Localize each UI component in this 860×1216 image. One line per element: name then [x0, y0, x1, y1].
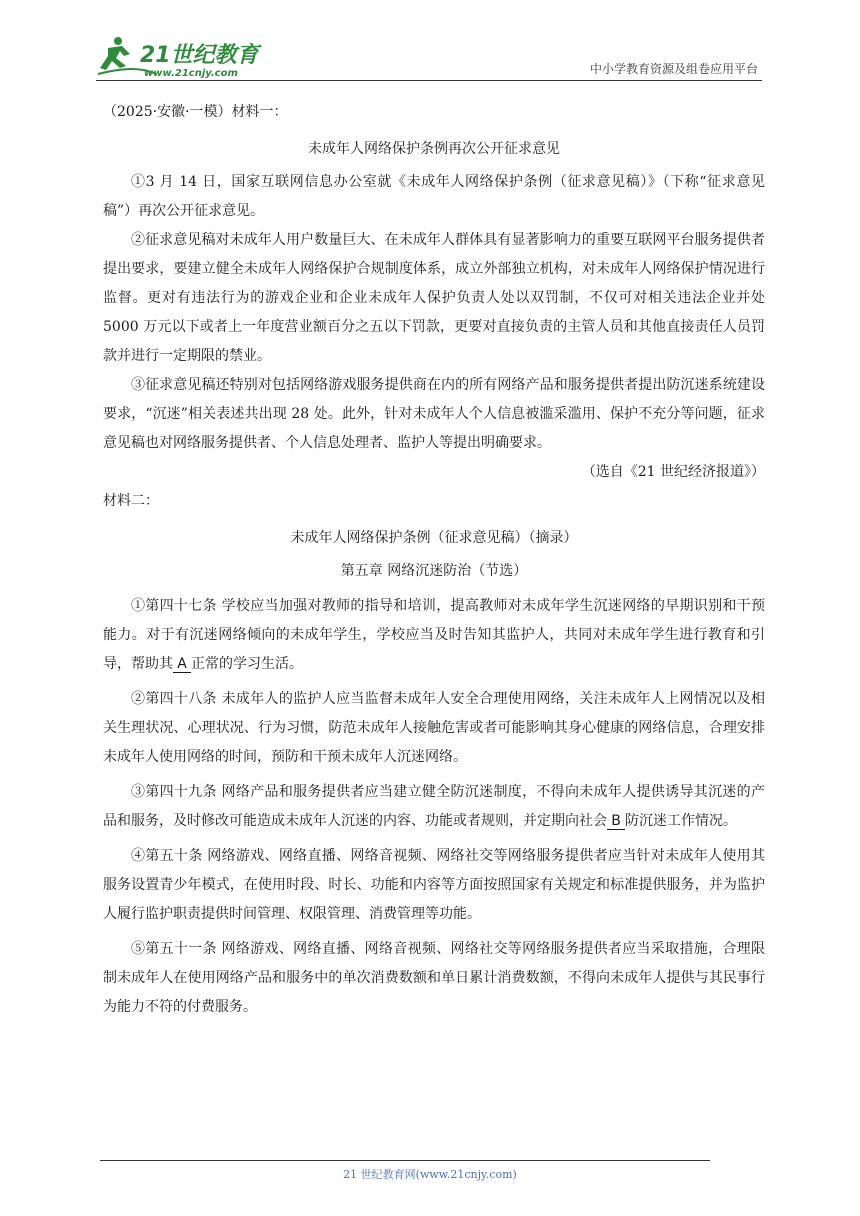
- article-47: ①第四十七条 学校应当加强对教师的指导和培训，提高教师对未成年学生沉迷网络的早期识别和干预能力。对于有沉迷网络倾向的未成年学生，学校应当及时告知其监护人，共同对未成年学生进行教育和引导，帮助其 A 正常的学习生活。: [103, 598, 765, 672]
- article-48: ②第四十八条 未成年人的监护人应当监督未成年人安全合理使用网络，关注未成年人上网情况以及相关生理状况、心理状况、行为习惯，防范未成年人接触危害或者可能影响其身心健康的网络信息，合理安排未成年人使用网络的时间，预防和干预未成年人沉迷网络。: [103, 691, 765, 765]
- footer-divider: [100, 1160, 710, 1161]
- article-49: ③第四十九条 网络产品和服务提供者应当建立健全防沉迷制度，不得向未成年人提供诱导其沉迷的产品和服务，及时修改可能造成未成年人沉迷的内容、功能或者规则，并定期向社会 B 防沉迷工作情况。: [103, 784, 765, 829]
- blank-b[interactable]: B: [607, 813, 625, 830]
- blank-a[interactable]: A: [173, 656, 191, 673]
- article-50: ④第五十条 网络游戏、网络直播、网络音视频、网络社交等网络服务提供者应当针对未成年人使用其服务设置青少年模式，在使用时段、时长、功能和内容等方面按照国家有关规定和标准提供服务，并为监护人履行监护职责提供时间管理、权限管理、消费管理等功能。: [103, 848, 765, 922]
- svg-text:21世纪教育: 21世纪教育: [140, 43, 259, 68]
- material1-title: 未成年人网络保护条例再次公开征求意见: [308, 141, 560, 157]
- material1-label: （2025·安徽·一模）材料一：: [103, 104, 288, 120]
- material2-title: 未成年人网络保护条例（征求意见稿）（摘录）: [290, 530, 578, 546]
- page-header: [96, 34, 762, 82]
- svg-text:www.21cnjy.com: www.21cnjy.com: [144, 68, 238, 79]
- material2-label: 材料二：: [103, 493, 159, 509]
- material1-source: （选自《21 世纪经济报道》）: [581, 464, 765, 480]
- page-footer[interactable]: 21 世纪教育网(www.21cnjy.com): [343, 1168, 517, 1181]
- platform-name: 中小学教育资源及组卷应用平台: [589, 62, 758, 76]
- site-logo: [96, 34, 266, 80]
- header-divider: [96, 80, 762, 81]
- material2-chapter: 第五章 网络沉迷防治（节选）: [340, 563, 528, 579]
- document-body: [103, 98, 765, 1022]
- material1-paragraph-2: ②征求意见稿对未成年人用户数量巨大、在未成年人群体具有显著影响力的重要互联网平台服务提供者提出要求，要建立健全未成年人网络保护合规制度体系，成立外部独立机构，对未成年人网络保护情况进行监督。更对有违法行为的游戏企业和企业未成年人保护负责人处以双罚制，不仅可对相关违法企业并处 5000 万元以下或者上一年度营业额百分之五以下罚款，更要对直接负责的主管人员和其他直接责任人员罚款并进行一定期限的禁业。: [103, 232, 765, 364]
- material1-paragraph-3: ③征求意见稿还特别对包括网络游戏服务提供商在内的所有网络产品和服务提供者提出防沉迷系统建设要求，“沉迷”相关表述共出现 28 处。此外，针对未成年人个人信息被滥采滥用、保护不充分等问题，征求意见稿也对网络服务提供者、个人信息处理者、监护人等提出明确要求。: [103, 377, 765, 451]
- article-51: ⑤第五十一条 网络游戏、网络直播、网络音视频、网络社交等网络服务提供者应当采取措施，合理限制未成年人在使用网络产品和服务中的单次消费数额和单日累计消费数额，不得向未成年人提供与其民事行为能力不符的付费服务。: [103, 941, 765, 1015]
- material1-paragraph-1: ①3 月 14 日，国家互联网信息办公室就《未成年人网络保护条例（征求意见稿）》（下称“征求意见稿”）再次公开征求意见。: [103, 174, 765, 219]
